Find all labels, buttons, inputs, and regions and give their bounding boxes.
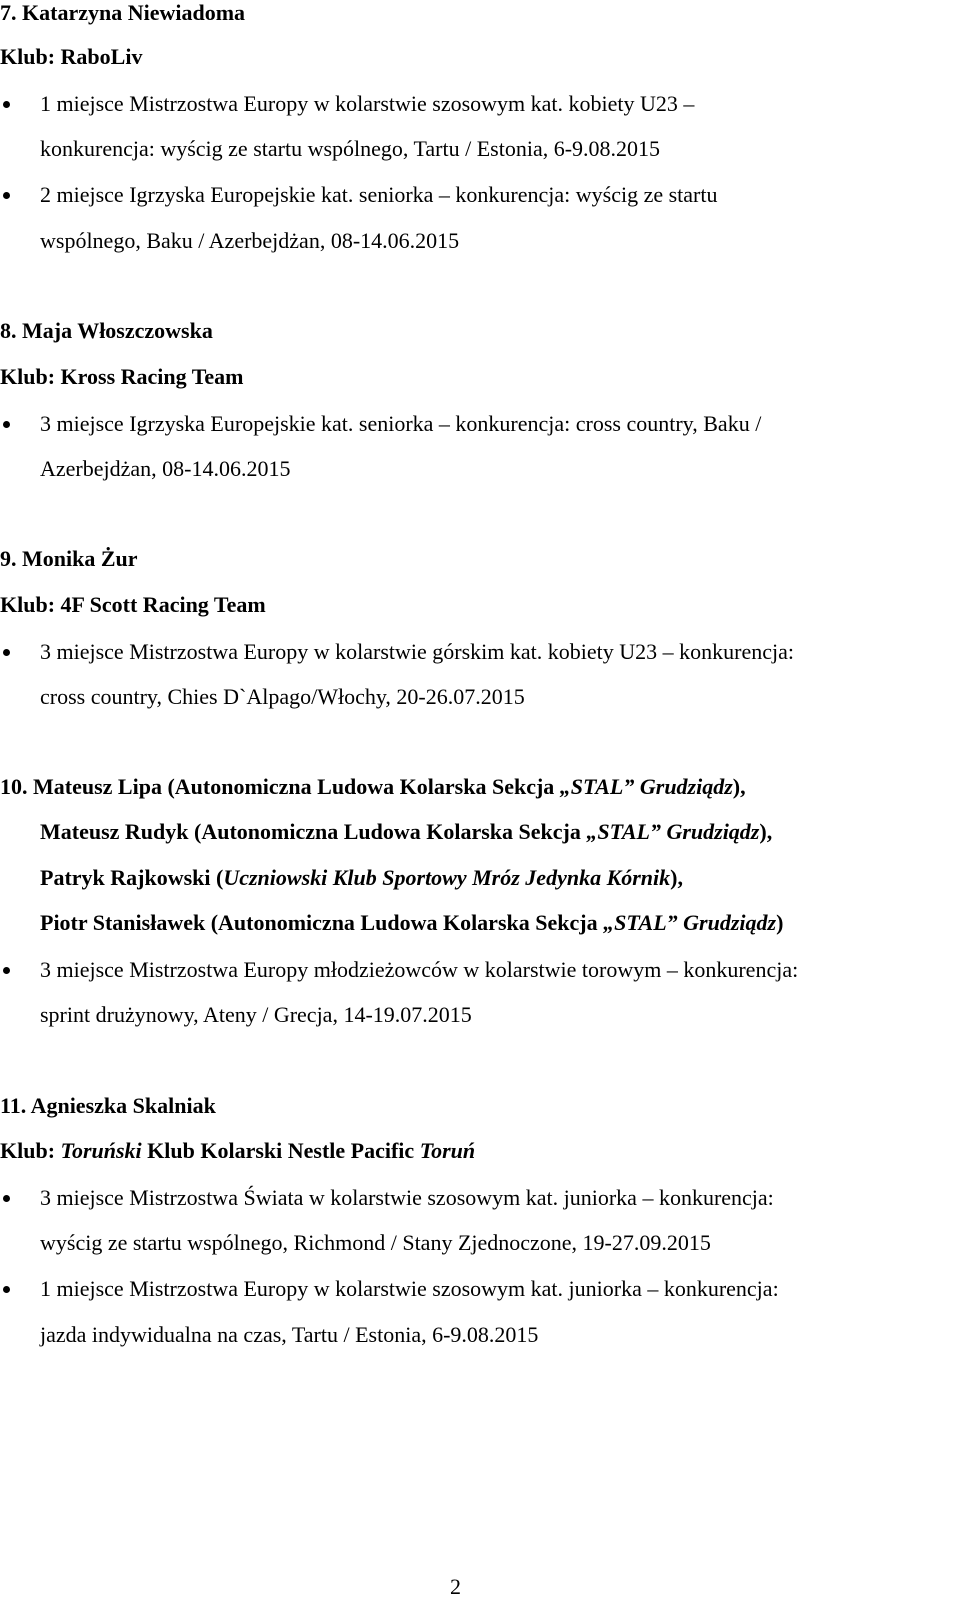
section-heading-11: 11. Agnieszka Skalniak xyxy=(0,1093,216,1118)
list-item-line: konkurencja: wyścig ze startu wspólnego, Tartu / Estonia, 6-9.08.2015 xyxy=(40,136,661,161)
team-member-line xyxy=(0,774,746,800)
team-member-line xyxy=(40,910,783,936)
list-item-line: jazda indywidualna na czas, Tartu / Estonia, 6-9.08.2015 xyxy=(40,1322,539,1347)
bullet-icon xyxy=(3,967,10,974)
club-line-11 xyxy=(0,1138,475,1164)
section-heading-9: 9. Monika Żur xyxy=(0,546,138,571)
punctuation: ), xyxy=(732,774,746,799)
member-name: Mateusz Lipa (Autonomiczna Ludowa Kolarska Sekcja xyxy=(33,774,560,799)
club-prefix: Klub: xyxy=(0,44,61,69)
section-number-10: 10. xyxy=(0,774,33,799)
club-name: 4F Scott Racing Team xyxy=(60,592,266,617)
bullet-icon xyxy=(3,649,10,656)
club-prefix: Klub: xyxy=(0,1138,61,1163)
member-name: Piotr Stanisławek (Autonomiczna Ludowa Kolarska Sekcja xyxy=(40,910,604,935)
list-item-line: 1 miejsce Mistrzostwa Europy w kolarstwie szosowym kat. kobiety U23 – xyxy=(40,91,695,116)
bullet-icon xyxy=(3,421,10,428)
punctuation: ) xyxy=(776,910,784,935)
member-club: „STAL” Grudziądz xyxy=(559,774,733,799)
punctuation: ), xyxy=(759,819,773,844)
club-line-7 xyxy=(0,44,142,70)
bullet-icon xyxy=(3,1195,10,1202)
list-item-line: 3 miejsce Mistrzostwa Świata w kolarstwie szosowym kat. juniorka – konkurencja: xyxy=(40,1185,774,1210)
club-name-part: Klub Kolarski Nestle Pacific xyxy=(141,1138,420,1163)
member-name: Patryk Rajkowski ( xyxy=(40,865,224,890)
club-name: RaboLiv xyxy=(60,44,143,69)
list-item-line: wyścig ze startu wspólnego, Richmond / Stany Zjednoczone, 19-27.09.2015 xyxy=(40,1230,711,1255)
member-club: „STAL” Grudziądz xyxy=(603,910,777,935)
list-item-line: 3 miejsce Mistrzostwa Europy młodzieżowców w kolarstwie torowym – konkurencja: xyxy=(40,957,799,982)
club-name-part: Toruński xyxy=(60,1138,142,1163)
team-member-line xyxy=(40,865,683,891)
bullet-icon xyxy=(3,101,10,108)
club-name: Kross Racing Team xyxy=(60,364,244,389)
member-name: Mateusz Rudyk (Autonomiczna Ludowa Kolarska Sekcja xyxy=(40,819,587,844)
list-item-line: Azerbejdżan, 08-14.06.2015 xyxy=(40,456,291,481)
list-item-line: sprint drużynowy, Ateny / Grecja, 14-19.07.2015 xyxy=(40,1002,472,1027)
bullet-icon xyxy=(3,1286,10,1293)
section-heading-8: 8. Maja Włoszczowska xyxy=(0,318,213,343)
team-member-line xyxy=(40,819,772,845)
list-item-line: 2 miejsce Igrzyska Europejskie kat. seniorka – konkurencja: wyścig ze startu xyxy=(40,182,718,207)
list-item-line: wspólnego, Baku / Azerbejdżan, 08-14.06.2015 xyxy=(40,228,460,253)
club-prefix: Klub: xyxy=(0,592,61,617)
page-number: 2 xyxy=(450,1574,461,1599)
club-line-8 xyxy=(0,364,243,390)
member-club: „STAL” Grudziądz xyxy=(586,819,760,844)
member-club: Uczniowski Klub Sportowy Mróz Jedynka Kórnik xyxy=(223,865,671,890)
punctuation: ), xyxy=(670,865,683,890)
list-item-line: 3 miejsce Igrzyska Europejskie kat. seniorka – konkurencja: cross country, Baku / xyxy=(40,411,762,436)
list-item-line: 3 miejsce Mistrzostwa Europy w kolarstwie górskim kat. kobiety U23 – konkurencja: xyxy=(40,639,794,664)
section-heading-7: 7. Katarzyna Niewiadoma xyxy=(0,0,246,25)
club-line-9 xyxy=(0,592,266,618)
bullet-icon xyxy=(3,192,10,199)
club-name-part: Toruń xyxy=(419,1138,476,1163)
club-prefix: Klub: xyxy=(0,364,61,389)
list-item-line: 1 miejsce Mistrzostwa Europy w kolarstwie szosowym kat. juniorka – konkurencja: xyxy=(40,1276,779,1301)
list-item-line: cross country, Chies D`Alpago/Włochy, 20-26.07.2015 xyxy=(40,684,525,709)
